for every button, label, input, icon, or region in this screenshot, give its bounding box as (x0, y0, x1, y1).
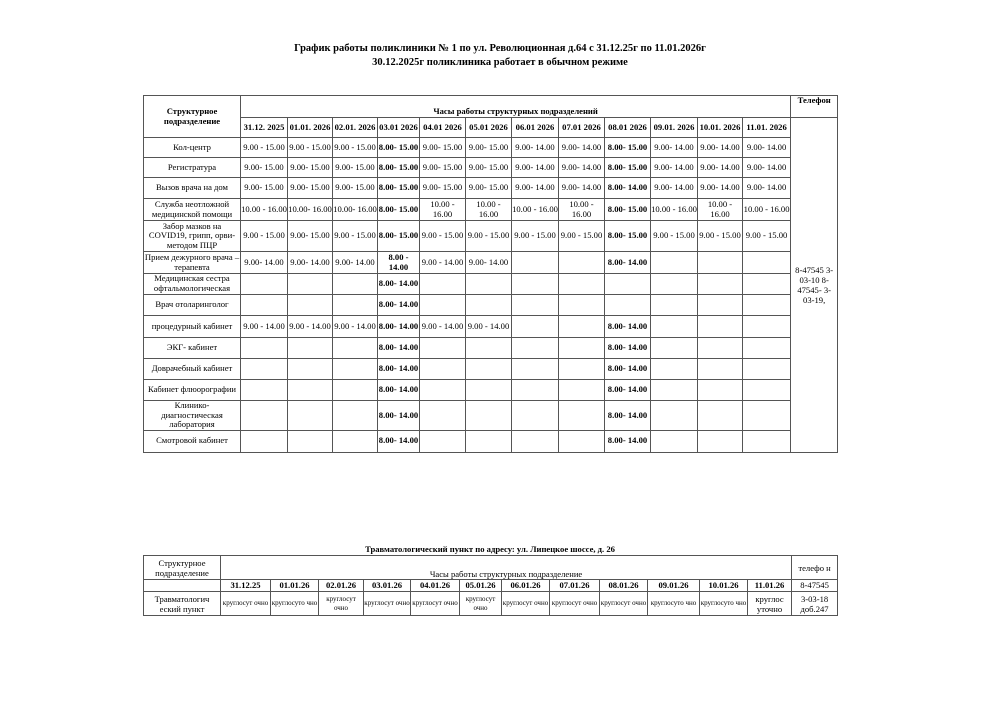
hours-cell: 8.00- 14.00 (378, 316, 420, 338)
hours-cell: 9.00- 14.00 (512, 138, 559, 158)
hours-cell (512, 295, 559, 316)
hours-cell: 9.00- 14.00 (512, 178, 559, 199)
hours-cell (512, 338, 559, 359)
trauma-date: 06.01.26 (502, 580, 550, 592)
hours-cell (559, 380, 605, 401)
hours-cell (743, 252, 791, 274)
hours-cell (651, 359, 698, 380)
hours-cell (743, 274, 791, 295)
trauma-date: 07.01.26 (550, 580, 600, 592)
dept-name: Служба неотложной медицинской помощи (144, 199, 241, 221)
hours-cell: 8.00- 14.00 (378, 338, 420, 359)
hours-cell (698, 430, 743, 452)
trauma-hours-cell: круглосут очно (364, 592, 411, 616)
trauma-hours-cell: круглосут очно (502, 592, 550, 616)
hours-cell: 9.00 - 14.00 (333, 316, 378, 338)
hours-cell (241, 274, 288, 295)
trauma-header-hours: Часы работы структурных подразделение (221, 556, 792, 580)
table-row (144, 199, 838, 221)
hours-cell (512, 316, 559, 338)
hours-cell (651, 380, 698, 401)
header-date: 31.12. 2025 (241, 118, 288, 138)
hours-cell: 9.00- 14.00 (743, 138, 791, 158)
hours-cell: 9.00- 14.00 (651, 158, 698, 178)
hours-cell (512, 252, 559, 274)
dept-name: Кабинет флюорографии (144, 380, 241, 401)
hours-cell (333, 295, 378, 316)
hours-cell (420, 338, 466, 359)
hours-cell (241, 295, 288, 316)
hours-cell: 8.00- 14.00 (605, 430, 651, 452)
header-phone: Телефон (791, 96, 838, 118)
hours-cell: 9.00 - 15.00 (288, 138, 333, 158)
hours-cell: 9.00- 14.00 (288, 252, 333, 274)
hours-cell: 8.00- 15.00 (378, 158, 420, 178)
hours-cell: 9.00- 15.00 (466, 158, 512, 178)
hours-cell (420, 401, 466, 431)
hours-cell: 10.00 - 16.00 (651, 199, 698, 221)
dept-name: Вызов врача на дом (144, 178, 241, 199)
hours-cell: 9.00 - 15.00 (333, 221, 378, 252)
hours-cell: 9.00 - 15.00 (559, 221, 605, 252)
dept-name: Кол-центр (144, 138, 241, 158)
hours-cell: 9.00 - 15.00 (241, 138, 288, 158)
header-date: 05.01 2026 (466, 118, 512, 138)
hours-cell: 8.00- 14.00 (378, 380, 420, 401)
hours-cell (512, 274, 559, 295)
hours-cell (559, 316, 605, 338)
hours-cell (420, 359, 466, 380)
trauma-date: 01.01.26 (271, 580, 319, 592)
hours-cell: 10.00 - 16.00 (559, 199, 605, 221)
hours-cell: 9.00- 15.00 (420, 138, 466, 158)
hours-cell (333, 274, 378, 295)
hours-cell (466, 295, 512, 316)
hours-cell (466, 401, 512, 431)
hours-cell (605, 274, 651, 295)
trauma-hours-cell: круглос уточно (748, 592, 792, 616)
hours-cell: 9.00- 15.00 (466, 138, 512, 158)
table-row (144, 158, 838, 178)
table-row (144, 401, 838, 431)
hours-cell: 9.00- 15.00 (241, 158, 288, 178)
hours-cell: 8.00- 15.00 (605, 138, 651, 158)
hours-cell: 9.00 - 15.00 (241, 221, 288, 252)
hours-cell (420, 295, 466, 316)
hours-cell: 9.00- 14.00 (743, 178, 791, 199)
hours-cell (559, 401, 605, 431)
hours-cell: 8.00- 14.00 (605, 359, 651, 380)
trauma-date: 02.01.26 (319, 580, 364, 592)
hours-cell (743, 338, 791, 359)
trauma-date: 08.01.26 (600, 580, 648, 592)
hours-cell: 10.00 - 16.00 (512, 199, 559, 221)
hours-cell: 9.00- 14.00 (333, 252, 378, 274)
page-subtitle: 30.12.2025г поликлиника работает в обычном режиме (372, 57, 628, 68)
hours-cell (605, 295, 651, 316)
table-row (144, 295, 838, 316)
header-date: 09.01. 2026 (651, 118, 698, 138)
hours-cell (512, 401, 559, 431)
hours-cell (333, 380, 378, 401)
trauma-caption: Травматологический пункт по адресу: ул. Липецкое шоссе, д. 26 (365, 544, 615, 554)
hours-cell: 8.00 - 14.00 (378, 252, 420, 274)
hours-cell (466, 380, 512, 401)
hours-cell (559, 274, 605, 295)
hours-cell: 9.00- 14.00 (743, 158, 791, 178)
table-row (144, 380, 838, 401)
hours-cell (651, 338, 698, 359)
dept-name: Регистратура (144, 158, 241, 178)
hours-cell: 8.00- 14.00 (605, 338, 651, 359)
trauma-phone-bottom: 3-03-18 доб.247 (792, 592, 838, 616)
hours-cell: 9.00 - 15.00 (466, 221, 512, 252)
hours-cell (420, 274, 466, 295)
trauma-hours-cell: круглосут очно (411, 592, 460, 616)
hours-cell: 9.00 - 14.00 (241, 316, 288, 338)
hours-cell: 8.00- 14.00 (378, 274, 420, 295)
hours-cell: 9.00- 14.00 (241, 252, 288, 274)
hours-cell (651, 274, 698, 295)
hours-cell: 10.00 - 16.00 (743, 199, 791, 221)
hours-cell: 9.00- 15.00 (288, 221, 333, 252)
hours-cell (466, 430, 512, 452)
trauma-hours-cell: круглосуто чно (648, 592, 700, 616)
hours-cell (241, 380, 288, 401)
hours-cell: 9.00- 15.00 (241, 178, 288, 199)
hours-cell: 10.00 - 16.00 (466, 199, 512, 221)
trauma-date: 11.01.26 (748, 580, 792, 592)
hours-cell: 9.00- 15.00 (288, 178, 333, 199)
table-row (144, 338, 838, 359)
hours-cell (333, 338, 378, 359)
hours-cell (698, 252, 743, 274)
trauma-date: 03.01.26 (364, 580, 411, 592)
dept-name: Забор мазков на COVID19, грипп, орви- методом ПЦР (144, 221, 241, 252)
hours-cell: 9.00- 15.00 (288, 158, 333, 178)
trauma-empty (144, 580, 221, 592)
hours-cell: 8.00- 14.00 (605, 401, 651, 431)
hours-cell: 9.00 - 15.00 (698, 221, 743, 252)
dept-name: Медицинская сестра офтальмологическая (144, 274, 241, 295)
hours-cell (743, 401, 791, 431)
hours-cell: 9.00 - 15.00 (420, 221, 466, 252)
trauma-table (143, 555, 838, 616)
hours-cell (651, 401, 698, 431)
hours-cell (333, 430, 378, 452)
hours-cell: 8.00- 14.00 (605, 380, 651, 401)
hours-cell: 8.00- 14.00 (605, 316, 651, 338)
hours-cell (512, 359, 559, 380)
hours-cell (512, 430, 559, 452)
hours-cell (559, 359, 605, 380)
hours-cell (288, 274, 333, 295)
hours-cell (698, 359, 743, 380)
trauma-date: 10.01.26 (700, 580, 748, 592)
table-row (144, 316, 838, 338)
hours-cell (743, 359, 791, 380)
hours-cell (288, 401, 333, 431)
hours-cell (288, 380, 333, 401)
hours-cell: 9.00- 14.00 (512, 158, 559, 178)
trauma-header-dept: Структурное подразделение (144, 556, 221, 580)
hours-cell: 8.00- 14.00 (378, 359, 420, 380)
trauma-header-phone: телефо н (792, 556, 838, 580)
hours-cell (743, 295, 791, 316)
hours-cell (698, 401, 743, 431)
hours-cell (466, 338, 512, 359)
hours-cell: 9.00- 14.00 (698, 158, 743, 178)
hours-cell (651, 316, 698, 338)
hours-cell (241, 401, 288, 431)
hours-cell (698, 380, 743, 401)
hours-cell (698, 316, 743, 338)
dept-name: Врач отоларинголог (144, 295, 241, 316)
hours-cell: 9.00 - 15.00 (512, 221, 559, 252)
hours-cell (651, 295, 698, 316)
hours-cell: 9.00- 15.00 (466, 178, 512, 199)
hours-cell: 9.00- 14.00 (559, 158, 605, 178)
dept-name: Клинико- диагностическая лаборатория (144, 401, 241, 431)
hours-cell (559, 430, 605, 452)
hours-cell: 8.00- 14.00 (378, 401, 420, 431)
trauma-hours-cell: круглосут очно (319, 592, 364, 616)
table-row (144, 252, 838, 274)
hours-cell: 8.00- 15.00 (378, 178, 420, 199)
hours-cell (698, 295, 743, 316)
dept-name: Доврачебный кабинет (144, 359, 241, 380)
hours-cell: 8.00- 15.00 (605, 199, 651, 221)
hours-cell: 8.00- 15.00 (378, 138, 420, 158)
hours-cell: 8.00- 15.00 (605, 158, 651, 178)
hours-cell: 9.00- 15.00 (420, 158, 466, 178)
dept-name: процедурный кабинет (144, 316, 241, 338)
hours-cell: 9.00 - 15.00 (651, 221, 698, 252)
hours-cell: 9.00- 14.00 (559, 138, 605, 158)
hours-cell (466, 359, 512, 380)
hours-cell: 9.00- 14.00 (651, 138, 698, 158)
hours-cell: 9.00 - 15.00 (743, 221, 791, 252)
hours-cell (333, 401, 378, 431)
hours-cell: 8.00- 15.00 (378, 199, 420, 221)
hours-cell: 9.00 - 14.00 (466, 316, 512, 338)
table-row (144, 138, 838, 158)
dept-name: Смотровой кабинет (144, 430, 241, 452)
trauma-date: 31.12.25 (221, 580, 271, 592)
header-date: 03.01 2026 (378, 118, 420, 138)
hours-cell: 9.00- 14.00 (466, 252, 512, 274)
hours-cell: 9.00- 14.00 (698, 178, 743, 199)
hours-cell: 10.00 - 16.00 (241, 199, 288, 221)
hours-cell (241, 359, 288, 380)
hours-cell: 9.00- 14.00 (559, 178, 605, 199)
hours-cell (651, 430, 698, 452)
header-date: 10.01. 2026 (698, 118, 743, 138)
hours-cell: 10.00- 16.00 (333, 199, 378, 221)
hours-cell (420, 430, 466, 452)
trauma-hours-cell: круглосуто чно (700, 592, 748, 616)
hours-cell (241, 430, 288, 452)
header-date: 01.01. 2026 (288, 118, 333, 138)
trauma-date: 04.01.26 (411, 580, 460, 592)
hours-cell: 10.00 - 16.00 (420, 199, 466, 221)
table-row (144, 274, 838, 295)
hours-cell (288, 359, 333, 380)
header-hours: Часы работы структурных подразделений (241, 96, 791, 118)
hours-cell: 9.00- 15.00 (420, 178, 466, 199)
hours-cell (288, 338, 333, 359)
dept-name: ЭКГ- кабинет (144, 338, 241, 359)
trauma-date: 05.01.26 (460, 580, 502, 592)
trauma-hours-cell: круглосут очно (550, 592, 600, 616)
header-dept: Структурное подразделение (144, 96, 241, 138)
trauma-phone-top: 8-47545 (792, 580, 838, 592)
trauma-hours-cell: круглосут очно (600, 592, 648, 616)
hours-cell: 9.00- 14.00 (651, 178, 698, 199)
phone-cell: 8-47545 3-03-10 8-47545- 3-03-19, (791, 118, 838, 453)
hours-cell: 9.00 - 14.00 (420, 252, 466, 274)
hours-cell: 8.00- 14.00 (378, 430, 420, 452)
table-row (144, 430, 838, 452)
trauma-hours-cell: круглосут очно (460, 592, 502, 616)
hours-cell: 8.00- 15.00 (378, 221, 420, 252)
header-date: 06.01 2026 (512, 118, 559, 138)
hours-cell (559, 252, 605, 274)
page-title: График работы поликлиники № 1 по ул. Революционная д.64 с 31.12.25г по 11.01.2026г (294, 43, 706, 54)
trauma-date: 09.01.26 (648, 580, 700, 592)
table-row (144, 178, 838, 199)
hours-cell: 9.00- 15.00 (333, 158, 378, 178)
hours-cell (288, 295, 333, 316)
hours-cell: 9.00 - 14.00 (420, 316, 466, 338)
hours-cell (651, 252, 698, 274)
hours-cell (512, 380, 559, 401)
header-date: 04.01 2026 (420, 118, 466, 138)
header-date: 07.01 2026 (559, 118, 605, 138)
header-date: 02.01. 2026 (333, 118, 378, 138)
table-row (144, 359, 838, 380)
hours-cell (743, 380, 791, 401)
hours-cell (420, 380, 466, 401)
hours-cell: 9.00- 15.00 (333, 178, 378, 199)
hours-cell: 10.00 - 16.00 (698, 199, 743, 221)
hours-cell (466, 274, 512, 295)
hours-cell (698, 274, 743, 295)
hours-cell: 8.00- 14.00 (378, 295, 420, 316)
trauma-hours-cell: круглосут очно (221, 592, 271, 616)
hours-cell: 8.00- 14.00 (605, 178, 651, 199)
hours-cell (241, 338, 288, 359)
header-date: 11.01. 2026 (743, 118, 791, 138)
hours-cell: 9.00 - 14.00 (288, 316, 333, 338)
hours-cell (288, 430, 333, 452)
hours-cell: 9.00 - 15.00 (333, 138, 378, 158)
header-date: 08.01 2026 (605, 118, 651, 138)
hours-cell (559, 295, 605, 316)
hours-cell (333, 359, 378, 380)
hours-cell: 8.00- 15.00 (605, 221, 651, 252)
hours-cell (743, 430, 791, 452)
table-row (144, 221, 838, 252)
dept-name: Прием дежурного врача – терапевта (144, 251, 240, 272)
trauma-dept: Травматологич еский пункт (144, 592, 221, 616)
schedule-table (143, 95, 838, 453)
trauma-hours-cell: круглосуто чно (271, 592, 319, 616)
hours-cell (559, 338, 605, 359)
hours-cell (698, 338, 743, 359)
hours-cell: 9.00- 14.00 (698, 138, 743, 158)
hours-cell: 8.00- 14.00 (605, 252, 651, 274)
hours-cell (743, 316, 791, 338)
hours-cell: 10.00- 16.00 (288, 199, 333, 221)
